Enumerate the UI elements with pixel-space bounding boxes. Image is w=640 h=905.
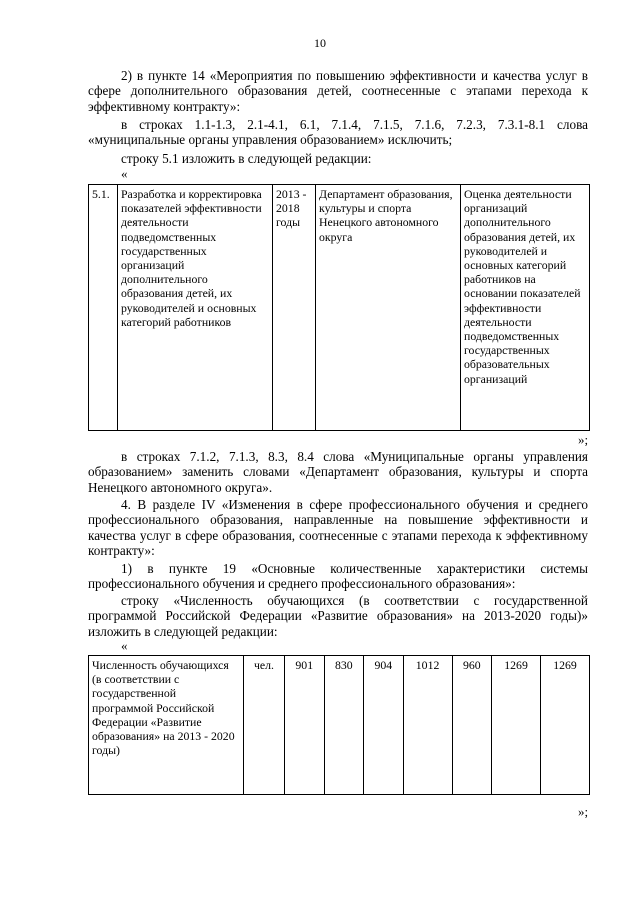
close-quote-2: »; <box>578 804 589 819</box>
cell-number: 5.1. <box>89 185 118 431</box>
cell-value: 830 <box>324 656 364 795</box>
rows-exclusion-paragraph: в строках 1.1-1.3, 2.1-4.1, 6.1, 7.1.4, 7.1.5, 7.1.6, 7.2.3, 7.3.1-8.1 слова «муниципальные органы управления образованием» исключить; <box>88 117 588 148</box>
cell-value: 904 <box>364 656 404 795</box>
cell-activity: Разработка и корректировка показателей эффективности деятельности подведомственных государственных организаций дополнительного образования детей, их руководителей и основных категорий работников <box>118 185 273 431</box>
cell-value: 901 <box>285 656 325 795</box>
row-51-intro: строку 5.1 изложить в следующей редакции: <box>121 151 372 166</box>
item-2-paragraph: 2) в пункте 14 «Мероприятия по повышению эффективности и качества услуг в сфере дополнительного образования детей, соотнесенные с этапами перехода к эффективному контракту»: <box>88 68 588 114</box>
table-row-51 <box>88 184 590 431</box>
rows-replacement-paragraph: в строках 7.1.2, 7.1.3, 8.3, 8.4 слова «Муниципальные органы управления образованием» заменить словами «Департамент образования, культуры и спорта Ненецкого автономного округа». <box>88 449 588 495</box>
cell-period: 2013 - 2018 годы <box>273 185 316 431</box>
cell-result: Оценка деятельности организаций дополнительного образования детей, их руководителей и основных категорий работников на основании показателей эффективности деятельности подведомственных государственных образовательных организаций <box>461 185 590 431</box>
page-number: 10 <box>314 36 326 50</box>
close-quote-1: »; <box>578 432 589 447</box>
cell-value: 960 <box>452 656 492 795</box>
item-1-paragraph: 1) в пункте 19 «Основные количественные характеристики системы профессионального обучения и среднего профессионального образования»: <box>88 561 588 592</box>
row-students-paragraph: строку «Численность обучающихся (в соответствии с государственной программой Российской Федерации «Развитие образования» на 2013-2020 годы)» изложить в следующей редакции: <box>88 593 588 639</box>
cell-label: Численность обучающихся (в соответствии с государственной программой Российской Федерации «Развитие образования» на 2013 - 2020 годы) <box>89 656 244 795</box>
open-quote-2: « <box>121 638 128 653</box>
cell-value: 1269 <box>541 656 590 795</box>
cell-responsible: Департамент образования, культуры и спорта Ненецкого автономного округа <box>316 185 461 431</box>
open-quote-1: « <box>121 166 128 181</box>
cell-unit: чел. <box>244 656 285 795</box>
section-4-paragraph: 4. В разделе IV «Изменения в сфере профессионального обучения и среднего профессионального образования, направленные на повышение эффективности и качества услуг в сфере образования, соотнесенные с этапами перехода к эффективному контракту»: <box>88 497 588 559</box>
cell-value: 1012 <box>403 656 452 795</box>
table-students <box>88 655 590 795</box>
cell-value: 1269 <box>492 656 541 795</box>
table-row <box>89 185 590 431</box>
table-row <box>89 656 590 795</box>
